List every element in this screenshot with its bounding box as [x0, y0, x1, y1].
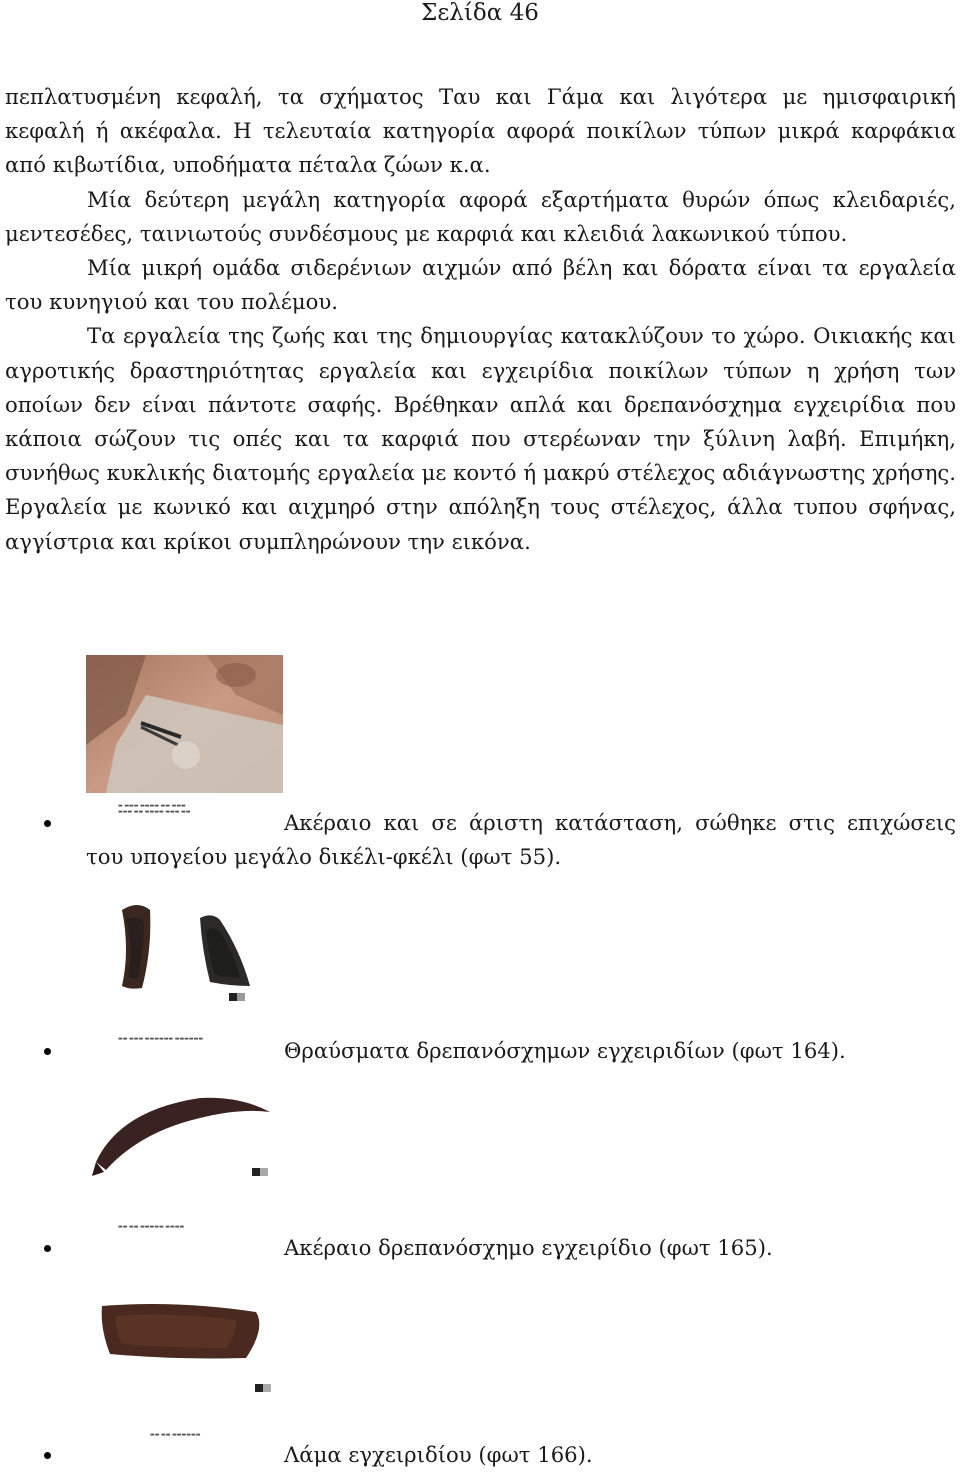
figure-caption-strip: ▬▬ ▬▬ ▬▬▬▬▬ ▬▬▬▬	[118, 1224, 185, 1230]
figure-caption: Ακέραιο και σε άριστη κατάσταση, σώθηκε στις επιχώσεις του υπογείου μεγάλο δικέλι-φκέλι (φωτ 55).	[86, 810, 956, 870]
sickle-fragments-photo	[90, 890, 285, 1020]
excavation-photo	[86, 655, 283, 793]
paragraph: πεπλατυσμένη κεφαλή, τα σχήματος Ταυ και Γάμα και λιγότερα με ημισφαιρική κεφαλή ή ακέφαλα. Η τελευταία κατηγορία αφορά ποικίλων τύπων μικρά καρφάκια από κιβωτίδια, υποδήματα πέταλα ζώων κ.α.	[5, 84, 956, 178]
knife-blade-photo	[96, 1298, 271, 1378]
bullet-icon	[44, 820, 51, 827]
figure-caption: Λάμα εγχειριδίου (φωτ 166).	[284, 1442, 593, 1467]
figure-caption-strip: ▬▬ ▬▬▬ ▬▬▬▬▬▬ ▬▬▬▬▬▬	[118, 1036, 204, 1042]
figure-caption-strip: ▬▬ ▬▬ ▬▬▬▬▬▬	[150, 1432, 201, 1438]
page-header: Σελίδα 46	[421, 0, 539, 26]
paragraph: Μία μικρή ομάδα σιδερένιων αιχμών από βέλη και δόρατα είναι τα εργαλεία του κυνηγιού και του πολέμου.	[5, 255, 956, 315]
scale-bar	[252, 1168, 268, 1176]
figure-caption: Θραύσματα δρεπανόσχημων εγχειριδίων (φωτ 164).	[284, 1038, 846, 1063]
figure-caption-strip: ▬ ▬▬▬ ▬▬▬▬ ▬▬ ▬▬▬ ▬▬▬ ▬▬ ▬▬▬▬ ▬▬▬ ▬▬	[118, 803, 191, 815]
scale-bar	[255, 1384, 271, 1392]
bullet-icon	[44, 1452, 51, 1459]
figure-caption: Ακέραιο δρεπανόσχημο εγχειρίδιο (φωτ 165).	[284, 1235, 773, 1260]
bullet-icon	[44, 1048, 51, 1055]
bullet-icon	[44, 1245, 51, 1252]
paragraph: Τα εργαλεία της ζωής και της δημιουργίας κατακλύζουν το χώρο. Οικιακής και αγροτικής δραστηριότητας εργαλεία και εγχειρίδια ποικίλων τύπων η χρήση των οποίων δεν είναι πάντοτε σαφής. Βρέθηκαν απλά και δρεπανόσχημα εγχειρίδια που κάποια σώζουν τις οπές και τα καρφιά που στερέωναν την ξύλινη λαβή. Επιμήκη, συνήθως κυκλικής διατομής εργαλεία με κοντό ή μακρύ στέλεχος αδιάγνωστης χρήσης. Εργαλεία με κωνικό και αιχμηρό στην απόληξη τους στέλεχος, άλλα τυπου σφήνας, αγγίστρια και κρίκοι συμπληρώνουν την εικόνα.	[5, 323, 956, 554]
body-text	[5, 80, 956, 559]
scale-bar	[229, 993, 245, 1001]
paragraph: Μία δεύτερη μεγάλη κατηγορία αφορά εξαρτήματα θυρών όπως κλειδαριές, μεντεσέδες, ταινιωτούς συνδέσμους με καρφιά και κλειδιά λακωνικού τύπου.	[5, 186, 956, 246]
